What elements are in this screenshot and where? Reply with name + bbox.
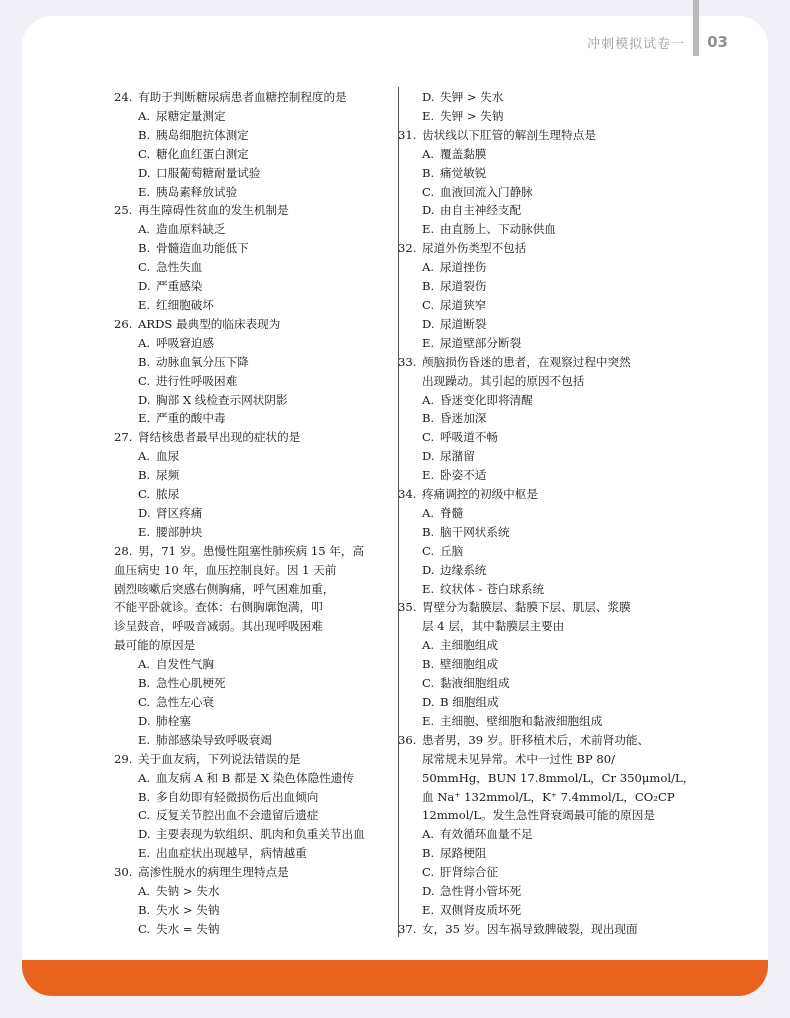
option-a: A. 有效循环血量不足 [422,827,533,842]
option-b: B. 脑干网状系统 [422,524,510,539]
option-b: B. 痛觉敏锐 [422,165,487,180]
option-b: B. 骨髓造血功能低下 [138,241,249,256]
option-d: D. 由自主神经支配 [422,203,522,218]
option-b: B. 急性心肌梗死 [138,676,226,691]
option-e: E. 红细胞破坏 [138,297,214,312]
option-b: B. 尿路梗阻 [422,846,487,861]
option-a: A. 主细胞组成 [422,638,498,653]
question-stem-line: 尿常规未见异常。术中一过性 BP 80/ [422,751,616,766]
question-stem-line: 剧烈咳嗽后突感右侧胸痛，呼气困难加重， [114,581,335,596]
option-a: A. 自发性气胸 [138,657,214,672]
option-d: D. 主要表现为软组织、肌肉和负重关节出血 [138,827,365,842]
option-b: B. 胰岛细胞抗体测定 [138,127,249,142]
option-a: A. 昏迷变化即将清醒 [422,392,533,407]
right-column [398,88,698,939]
option-d: D. 严重感染 [138,279,203,294]
page-header [587,32,728,52]
question-stem: ARDS 最典型的临床表现为 [138,316,281,331]
option-c: C. 尿道狭窄 [422,297,487,312]
question-stem: 女，35 岁。因车祸导致脾破裂，现出现面 [422,921,638,936]
question-stem-line: 最可能的原因是 [114,638,196,653]
option-e: E. 腰部肿块 [138,524,203,539]
option-d: D. 肾区疼痛 [138,505,203,520]
question-27: 27. 肾结核患者最早出现的症状的是 [114,430,301,445]
question-24: 24. 有助于判断糖尿病患者血糖控制程度的是 [114,90,347,104]
option-a: A. 尿道挫伤 [422,260,487,275]
option-d: D. 尿道断裂 [422,316,487,331]
option-d: D. 边缘系统 [422,562,487,577]
question-34: 34. 疼痛调控的初级中枢是 [398,487,538,502]
question-28: 28. 男，71 岁。患慢性阻塞性肺疾病 15 年，高 [114,543,365,558]
footer-band [22,960,768,996]
question-stem-line: 男，71 岁。患慢性阻塞性肺疾病 15 年，高 [138,543,365,558]
option-e: E. 出血症状出现越早，病情越重 [138,846,307,861]
option-c: C. 进行性呼吸困难 [138,373,238,388]
option-c: C. 脓尿 [138,487,180,502]
question-stem-line: 12mmol/L。发生急性肾衰竭最可能的原因是 [422,808,655,823]
option-d: D. 急性肾小管坏死 [422,884,522,899]
question-31: 31. 齿状线以下肛管的解剖生理特点是 [398,127,596,142]
question-stem: 齿状线以下肛管的解剖生理特点是 [422,127,596,142]
question-stem-line: 诊呈鼓音，呼吸音减弱。其出现呼吸困难 [114,619,323,634]
option-e: E. 尿道壁部分断裂 [422,335,522,350]
option-d: D. 失钾 > 失水 [422,90,504,104]
option-a: A. 覆盖黏膜 [422,146,487,161]
option-c: C. 血液回流入门静脉 [422,184,533,199]
option-e: E. 主细胞、壁细胞和黏液细胞组成 [422,713,603,728]
question-35: 35. 胃壁分为黏膜层、黏膜下层、肌层、浆膜 [398,600,631,615]
option-c: C. 肝肾综合征 [422,865,498,880]
header-title: 冲刺模拟试卷一 [587,36,686,52]
question-36: 36. 患者男，39 岁。肝移植术后，术前肾功能、 [398,732,650,747]
option-a: A. 血尿 [138,449,180,464]
option-e: E. 肺部感染导致呼吸衰竭 [138,732,272,747]
question-25: 25. 再生障碍性贫血的发生机制是 [114,203,289,218]
option-e: E. 由直肠上、下动脉供血 [422,222,556,237]
page-number: 03 [707,33,728,51]
question-stem: 疼痛调控的初级中枢是 [422,487,538,502]
question-29: 29. 关于血友病，下列说法错误的是 [114,751,301,766]
option-b: B. 失水 > 失钠 [138,902,220,917]
question-26: 26. ARDS 最典型的临床表现为 [114,316,281,331]
option-e: E. 卧姿不适 [422,468,487,483]
question-stem-line: 出现躁动。其引起的原因不包括 [422,373,585,388]
question-stem: 高渗性脱水的病理生理特点是 [138,865,289,880]
option-a: A. 造血原料缺乏 [138,222,226,237]
option-a: A. 呼吸窘迫感 [138,335,214,350]
option-c: C. 急性失血 [138,260,203,275]
option-a: A. 脊髓 [422,505,464,520]
option-b: B. 昏迷加深 [422,411,487,426]
question-stem: 关于血友病，下列说法错误的是 [138,751,301,766]
option-e: E. 严重的酸中毒 [138,411,226,426]
question-stem: 有助于判断糖尿病患者血糖控制程度的是 [138,90,347,104]
question-stem-line: 颅脑损伤昏迷的患者，在观察过程中突然 [422,354,631,369]
option-c: C. 呼吸道不畅 [422,430,498,445]
question-stem-line: 胃壁分为黏膜层、黏膜下层、肌层、浆膜 [422,600,631,615]
question-stem-line: 50mmHg，BUN 17.8mmol/L，Cr 350μmol/L， [422,770,695,785]
option-a: A. 尿糖定量测定 [138,108,226,123]
question-stem: 尿道外伤类型不包括 [422,241,527,256]
question-stem-line: 血 Na⁺ 132mmol/L，K⁺ 7.4mmol/L，CO₂CP [422,789,675,804]
option-c: C. 反复关节腔出血不会遗留后遗症 [138,808,319,823]
option-a: A. 失钠 > 失水 [138,884,220,899]
left-column [114,88,414,939]
option-d: D. 胸部 X 线检查示网状阴影 [138,392,288,407]
question-stem-line: 患者男，39 岁。肝移植术后，术前肾功能、 [422,732,650,747]
question-stem-line: 血压病史 10 年，血压控制良好。因 1 天前 [114,562,337,577]
option-d: D. B 细胞组成 [422,695,499,709]
question-37: 37. 女，35 岁。因车祸导致脾破裂，现出现面 [398,921,638,936]
question-33: 33. 颅脑损伤昏迷的患者，在观察过程中突然 [398,354,631,369]
question-32: 32. 尿道外伤类型不包括 [398,241,527,256]
option-b: B. 壁细胞组成 [422,657,498,672]
option-a: A. 血友病 A 和 B 都是 X 染色体隐性遗传 [138,770,354,785]
option-d: D. 肺栓塞 [138,713,191,728]
option-c: C. 丘脑 [422,543,464,558]
option-e: E. 双侧肾皮质坏死 [422,902,522,917]
option-b: B. 动脉血氧分压下降 [138,354,249,369]
option-b: B. 多自幼即有轻微损伤后出血倾向 [138,789,319,804]
option-b: B. 尿道裂伤 [422,279,487,294]
option-c: C. 黏液细胞组成 [422,676,510,691]
question-stem-line: 不能平卧就诊。查体：右侧胸廓饱满，叩 [114,600,323,615]
option-c: C. 急性左心衰 [138,695,214,709]
option-e: E. 纹状体 - 苍白球系统 [422,581,545,596]
option-b: B. 尿频 [138,468,180,483]
option-e: E. 失钾 > 失钠 [422,108,504,123]
option-d: D. 尿潴留 [422,449,475,464]
option-c: C. 糖化血红蛋白测定 [138,146,249,161]
question-stem: 肾结核患者最早出现的症状的是 [138,430,301,445]
question-30: 30. 高渗性脱水的病理生理特点是 [114,865,289,880]
option-e: E. 胰岛素释放试验 [138,184,238,199]
header-divider [693,0,699,56]
question-stem: 再生障碍性贫血的发生机制是 [138,203,289,218]
option-d: D. 口服葡萄糖耐量试验 [138,165,261,180]
question-stem-line: 层 4 层，其中黏膜层主要由 [422,619,565,634]
option-c: C. 失水 = 失钠 [138,921,220,936]
